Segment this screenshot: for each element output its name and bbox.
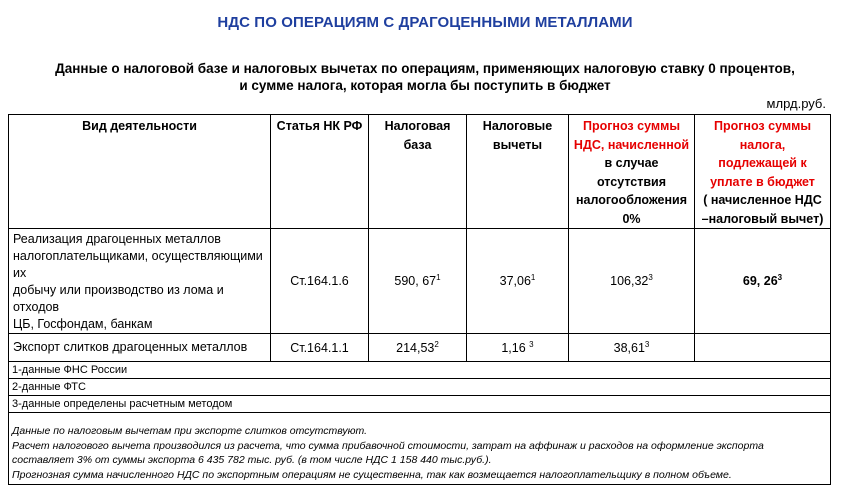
- explanation-text: [9, 413, 831, 485]
- note-row: [9, 362, 831, 379]
- header-forecast-payable-line: ( начисленное НДС: [703, 193, 822, 207]
- row-deductions-value: 37,06: [499, 274, 531, 288]
- header-article: Статья НК РФ: [271, 115, 369, 229]
- header-row: [9, 115, 831, 229]
- row-accrued-value: 106,32: [610, 274, 649, 288]
- row-activity-line: налогоплательщиками, осуществляющими их: [13, 249, 263, 280]
- header-forecast-payable-line: уплате в бюджет: [710, 174, 815, 189]
- header-tax-base-line: база: [403, 137, 432, 152]
- row-activity: [9, 229, 271, 334]
- units-label: млрд.руб.: [766, 96, 826, 111]
- header-forecast-payable-line: –налоговый вычет): [701, 211, 824, 226]
- row-tax-base-value: 214,53: [396, 340, 435, 355]
- table-row: [9, 334, 831, 362]
- header-forecast-accrued: [569, 115, 695, 229]
- explanation-line: Расчет налогового вычета производился из расчета, что сумма прибавочной стоимости, затрат на аффинаж и расходов на оформление экспорта: [12, 439, 764, 452]
- row-accrued: [569, 229, 695, 334]
- row-payable-value: 69, 26: [742, 274, 778, 288]
- header-deductions-line: Налоговые: [482, 119, 553, 133]
- row-deductions: [467, 229, 569, 334]
- header-forecast-accrued-line: отсутствия: [596, 174, 667, 189]
- row-tax-base: [369, 229, 467, 334]
- row-accrued: [569, 334, 695, 362]
- footnote-ref: 3: [529, 339, 534, 349]
- row-payable: [695, 334, 831, 362]
- subtitle-line-1: Данные о налоговой базе и налоговых вычетах по операциям, применяющих налоговую ставку 0 процентов,: [55, 61, 795, 76]
- row-article: Ст.164.1.6: [271, 229, 369, 334]
- footnote-ref: 2: [434, 339, 439, 349]
- header-forecast-accrued-line: в случае: [604, 156, 659, 170]
- header-deductions: [467, 115, 569, 229]
- header-forecast-accrued-line: 0%: [622, 211, 641, 226]
- header-forecast-payable-line: налога,: [739, 137, 786, 152]
- header-forecast-accrued-line: Прогноз суммы: [582, 119, 681, 133]
- note-row: [9, 379, 831, 396]
- explanation-line: Данные по налоговым вычетам при экспорте слитков отсутствуют.: [12, 425, 368, 437]
- header-tax-base-line: Налоговая: [384, 119, 451, 133]
- row-tax-base: [369, 334, 467, 362]
- header-forecast-payable: [695, 115, 831, 229]
- subtitle-line-2: и сумме налога, которая могла бы поступить в бюджет: [239, 78, 611, 93]
- header-forecast-payable-line: подлежащей к: [718, 156, 807, 170]
- header-activity: Вид деятельности: [9, 115, 271, 229]
- header-forecast-accrued-line: налогообложения: [575, 193, 688, 207]
- footnote-ref: 1: [530, 272, 536, 282]
- subtitle: [0, 60, 850, 94]
- row-activity-line: Реализация драгоценных металлов: [13, 232, 221, 246]
- note-row: [9, 396, 831, 413]
- footnote-ref: 3: [777, 272, 783, 282]
- header-forecast-accrued-line: НДС, начисленной: [573, 137, 690, 152]
- note-source-fts: 2-данные ФТС: [9, 379, 831, 396]
- row-activity-line: добычу или производство из лома и отходов: [13, 283, 224, 314]
- note-source-fns: 1-данные ФНС России: [9, 362, 831, 379]
- row-deductions-value: 1,16: [501, 340, 530, 355]
- vat-table: [8, 114, 831, 485]
- row-deductions: [467, 334, 569, 362]
- explanation-line: составляет 3% от суммы экспорта 6 435 782 тыс. руб. (в том числе НДС 1 158 440 тыс.руб.).: [12, 454, 492, 466]
- page-title: НДС ПО ОПЕРАЦИЯМ С ДРАГОЦЕННЫМИ МЕТАЛЛАМИ: [217, 14, 633, 31]
- row-activity: Экспорт слитков драгоценных металлов: [9, 334, 271, 362]
- table-row: [9, 229, 831, 334]
- row-article: Ст.164.1.1: [271, 334, 369, 362]
- note-calculated: 3-данные определены расчетным методом: [9, 396, 831, 413]
- row-tax-base-value: 590, 67: [394, 274, 437, 288]
- footnote-ref: 3: [648, 272, 653, 282]
- explanation-line: Прогнозная сумма начисленного НДС по экспортным операциям не существенна, так как возмещается налогоплательщику в полном объеме.: [12, 468, 732, 481]
- explanation-row: [9, 413, 831, 485]
- header-tax-base: [369, 115, 467, 229]
- footnote-ref: 1: [436, 272, 441, 282]
- row-payable: [695, 229, 831, 334]
- header-deductions-line: вычеты: [492, 137, 543, 152]
- footnote-ref: 3: [644, 339, 650, 349]
- row-activity-line: ЦБ, Госфондам, банкам: [13, 317, 153, 331]
- row-accrued-value: 38,61: [613, 340, 645, 355]
- header-forecast-payable-line: Прогноз суммы: [713, 119, 812, 133]
